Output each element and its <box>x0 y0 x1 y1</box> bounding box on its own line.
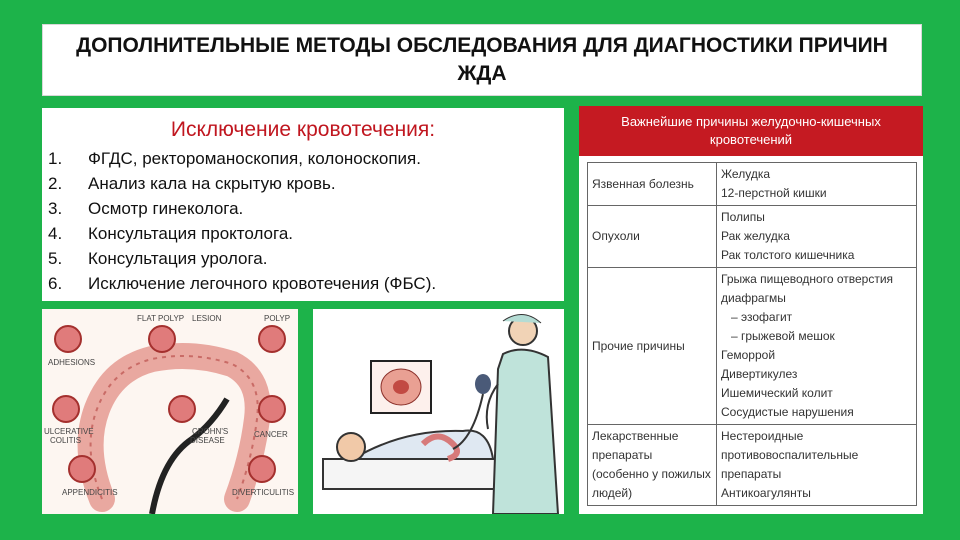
item-number: 1. <box>48 149 63 168</box>
exclusion-heading: Исключение кровотечения: <box>170 118 436 141</box>
list-item <box>48 196 436 221</box>
items-cell <box>717 425 917 506</box>
list-item <box>48 246 436 271</box>
polyp-inset <box>259 326 285 352</box>
cause-item: Рак желудка <box>721 229 790 243</box>
cause-item: Желудка <box>721 167 771 181</box>
item-text: Исключение легочного кровотечения (ФБС). <box>88 274 437 293</box>
label-adhesions: ADHESIONS <box>48 358 96 367</box>
scope-control <box>475 374 491 394</box>
ulcerative-colitis-inset <box>53 396 79 422</box>
cause-item: – эзофагит <box>731 310 793 324</box>
list-item <box>48 271 436 296</box>
cause-item: Рак толстого кишечника <box>721 248 855 262</box>
item-number: 5. <box>48 249 63 268</box>
item-number: 4. <box>48 224 63 243</box>
list-item <box>48 171 436 196</box>
item-number: 6. <box>48 274 63 293</box>
table-row <box>588 268 917 425</box>
table-header-text: Важнейшие причины желудочно-кишечных кровотечений <box>621 114 881 147</box>
category-cell: Язвенная болезнь <box>588 163 717 206</box>
cause-item: Дивертикулез <box>721 367 798 381</box>
colon-diagram <box>42 309 298 514</box>
label-disease: DISEASE <box>190 436 225 445</box>
label-colitis: COLITIS <box>50 436 82 445</box>
cause-item: – грыжевой мешок <box>731 329 835 343</box>
bleeding-exclusion-panel <box>42 108 564 301</box>
label-diverticulitis: DIVERTICULITIS <box>232 488 295 497</box>
label-flat-polyp: FLAT POLYP <box>137 314 185 323</box>
doctor-body <box>493 350 558 514</box>
list-item <box>48 146 436 171</box>
cause-item: Полипы <box>721 210 765 224</box>
label-cancer: CANCER <box>254 430 288 439</box>
label-lesion: LESION <box>192 314 222 323</box>
label-appendicitis: APPENDICITIS <box>62 488 118 497</box>
bed-shape <box>323 459 513 489</box>
adhesions-inset <box>55 326 81 352</box>
category-cell: Опухоли <box>588 206 717 268</box>
colon-illustration <box>42 309 298 514</box>
label-ulcerative: ULCERATIVE <box>44 427 94 436</box>
label-polyp: POLYP <box>264 314 291 323</box>
cause-item: диафрагмы <box>721 291 786 305</box>
label-crohns: CROHN'S <box>192 427 229 436</box>
colonoscopy-illustration <box>313 309 564 514</box>
cause-item: Антикоагулянты <box>721 486 811 500</box>
category-cell: Прочие причины <box>588 268 717 425</box>
items-cell <box>717 163 917 206</box>
cause-item: Грыжа пищеводного отверстия <box>721 272 894 286</box>
item-text: Консультация проктолога. <box>88 224 294 243</box>
cause-item: Ишемический колит <box>721 386 833 400</box>
item-number: 2. <box>48 174 63 193</box>
items-cell <box>717 268 917 425</box>
procedure-drawing <box>313 309 564 514</box>
item-text: Анализ кала на скрытую кровь. <box>88 174 336 193</box>
title-box <box>42 24 922 96</box>
items-cell <box>717 206 917 268</box>
item-text: ФГДС, ректороманоскопия, колоноскопия. <box>88 149 421 168</box>
table-row <box>588 163 917 206</box>
crohns-inset <box>169 396 195 422</box>
item-text: Осмотр гинеколога. <box>88 199 244 218</box>
cause-item: Геморрой <box>721 348 776 362</box>
cause-item: Нестероидные <box>721 429 804 443</box>
cause-item: противовоспалительные препараты <box>721 448 859 481</box>
cancer-inset <box>259 396 285 422</box>
category-cell: Лекарственные препараты (особенно у пожилых людей) <box>588 425 717 506</box>
table-row <box>588 425 917 506</box>
cause-item: Сосудистые нарушения <box>721 405 854 419</box>
cause-item: 12-перстной кишки <box>721 186 827 200</box>
causes-table-panel <box>579 106 923 514</box>
item-text: Консультация уролога. <box>88 249 268 268</box>
table-header <box>579 106 923 156</box>
diverticulitis-inset <box>249 456 275 482</box>
appendicitis-inset <box>69 456 95 482</box>
item-number: 3. <box>48 199 63 218</box>
causes-table <box>587 162 917 506</box>
list-item <box>48 221 436 246</box>
slide-title: ДОПОЛНИТЕЛЬНЫЕ МЕТОДЫ ОБСЛЕДОВАНИЯ ДЛЯ ДИАГНОСТИКИ ПРИЧИН ЖДА <box>76 34 888 85</box>
flat-polyp-inset <box>149 326 175 352</box>
table-row <box>588 206 917 268</box>
patient-head <box>337 433 365 461</box>
methods-list <box>48 146 436 296</box>
